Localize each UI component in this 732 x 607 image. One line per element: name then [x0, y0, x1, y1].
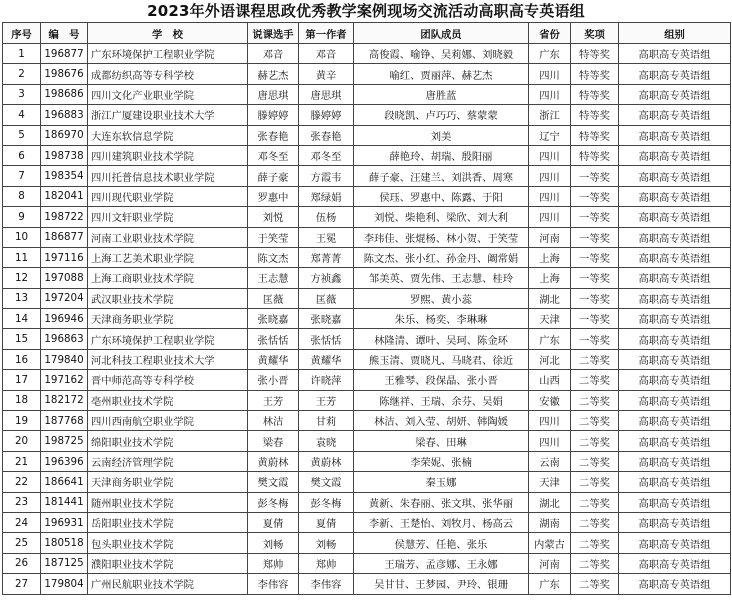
cell-presenter: 张春艳 [248, 125, 299, 145]
cell-index: 8 [3, 186, 41, 206]
cell-first-author: 樊文霞 [299, 472, 354, 492]
cell-province: 上海 [529, 268, 571, 288]
cell-group: 高职高专英语组 [619, 105, 731, 125]
cell-first-author: 夏倩 [299, 512, 354, 532]
cell-school: 四川文轩职业学院 [88, 207, 248, 227]
table-row [3, 390, 731, 410]
cell-index: 27 [3, 574, 41, 594]
cell-code: 182172 [41, 390, 88, 410]
cell-presenter: 梁春 [248, 431, 299, 451]
cell-presenter: 唐思琪 [248, 84, 299, 104]
cell-group: 高职高专英语组 [619, 370, 731, 390]
cell-first-author: 伍杨 [299, 207, 354, 227]
cell-team: 刘美 [354, 125, 529, 145]
table-row [3, 349, 731, 369]
cell-team: 秦玉娜 [354, 472, 529, 492]
cell-school: 大连东软信息学院 [88, 125, 248, 145]
table-body [3, 44, 731, 595]
cell-school: 上海工商职业技术学院 [88, 268, 248, 288]
cell-group: 高职高专英语组 [619, 574, 731, 594]
cell-group: 高职高专英语组 [619, 247, 731, 267]
cell-group: 高职高专英语组 [619, 390, 731, 410]
col-header-presenter: 说课选手 [248, 23, 299, 44]
cell-province: 河南 [529, 227, 571, 247]
cell-award: 二等奖 [571, 472, 619, 492]
cell-team: 林隆清、谭叶、吴珂、陈金环 [354, 329, 529, 349]
cell-award: 一等奖 [571, 309, 619, 329]
cell-award: 特等奖 [571, 105, 619, 125]
cell-presenter: 王芳 [248, 390, 299, 410]
cell-team: 吴甘甘、王梦园、尹玲、银珊 [354, 574, 529, 594]
cell-school: 河北科技工程职业技术大学 [88, 349, 248, 369]
cell-group: 高职高专英语组 [619, 44, 731, 64]
cell-team: 喻红、贾丽萍、赫艺杰 [354, 64, 529, 84]
cell-presenter: 彭冬梅 [248, 492, 299, 512]
cell-first-author: 王冕 [299, 227, 354, 247]
cell-code: 198354 [41, 166, 88, 186]
cell-award: 二等奖 [571, 533, 619, 553]
cell-award: 二等奖 [571, 451, 619, 471]
cell-presenter: 黄蔚林 [248, 451, 299, 471]
cell-index: 6 [3, 145, 41, 165]
cell-award: 二等奖 [571, 349, 619, 369]
col-header-province: 省份 [529, 23, 571, 44]
cell-province: 浙江 [529, 105, 571, 125]
cell-first-author: 甘莉 [299, 411, 354, 431]
cell-group: 高职高专英语组 [619, 431, 731, 451]
cell-team: 邹美英、贾先伟、王志慧、桂玲 [354, 268, 529, 288]
awards-table [2, 22, 731, 595]
cell-team: 唐胜蓝 [354, 84, 529, 104]
cell-code: 186970 [41, 125, 88, 145]
cell-index: 22 [3, 472, 41, 492]
cell-first-author: 方霞韦 [299, 166, 354, 186]
cell-index: 13 [3, 288, 41, 308]
cell-presenter: 邓冬至 [248, 145, 299, 165]
cell-group: 高职高专英语组 [619, 533, 731, 553]
cell-province: 云南 [529, 451, 571, 471]
cell-award: 一等奖 [571, 227, 619, 247]
cell-first-author: 张春艳 [299, 125, 354, 145]
cell-first-author: 黄辛 [299, 64, 354, 84]
cell-province: 四川 [529, 145, 571, 165]
cell-first-author: 黄蔚林 [299, 451, 354, 471]
cell-school: 云南经济管理学院 [88, 451, 248, 471]
cell-province: 四川 [529, 411, 571, 431]
cell-presenter: 樊文霞 [248, 472, 299, 492]
cell-code: 198738 [41, 145, 88, 165]
cell-presenter: 刘悦 [248, 207, 299, 227]
cell-code: 196863 [41, 329, 88, 349]
cell-group: 高职高专英语组 [619, 349, 731, 369]
cell-code: 197162 [41, 370, 88, 390]
cell-team: 熊玉清、贾晓凡、马晓君、徐近 [354, 349, 529, 369]
cell-province: 河南 [529, 553, 571, 573]
cell-group: 高职高专英语组 [619, 145, 731, 165]
cell-group: 高职高专英语组 [619, 125, 731, 145]
cell-school: 天津商务职业学院 [88, 472, 248, 492]
cell-code: 186641 [41, 472, 88, 492]
cell-province: 广东 [529, 44, 571, 64]
cell-province: 安徽 [529, 390, 571, 410]
table-row [3, 288, 731, 308]
cell-award: 二等奖 [571, 492, 619, 512]
cell-province: 天津 [529, 309, 571, 329]
cell-presenter: 陈文杰 [248, 247, 299, 267]
cell-index: 16 [3, 349, 41, 369]
cell-award: 二等奖 [571, 390, 619, 410]
cell-team: 陈文杰、张小红、孙金丹、阚常娟 [354, 247, 529, 267]
cell-index: 14 [3, 309, 41, 329]
page-title: 2023年外语课程思政优秀教学案例现场交流活动高职高专英语组 [147, 2, 585, 20]
table-row [3, 247, 731, 267]
cell-group: 高职高专英语组 [619, 451, 731, 471]
cell-index: 9 [3, 207, 41, 227]
cell-index: 2 [3, 64, 41, 84]
cell-award: 一等奖 [571, 329, 619, 349]
cell-index: 17 [3, 370, 41, 390]
table-row [3, 84, 731, 104]
cell-code: 198676 [41, 64, 88, 84]
col-header-first-author: 第一作者 [299, 23, 354, 44]
cell-team: 李新、王楚怡、刘牧月、杨高云 [354, 512, 529, 532]
cell-index: 5 [3, 125, 41, 145]
col-header-group: 组别 [619, 23, 731, 44]
cell-province: 河北 [529, 349, 571, 369]
cell-group: 高职高专英语组 [619, 207, 731, 227]
cell-school: 浙江广厦建设职业技术大学 [88, 105, 248, 125]
table-row [3, 492, 731, 512]
cell-province: 广东 [529, 574, 571, 594]
table-row [3, 472, 731, 492]
cell-index: 4 [3, 105, 41, 125]
cell-award: 一等奖 [571, 288, 619, 308]
cell-presenter: 夏倩 [248, 512, 299, 532]
table-header-row [3, 23, 731, 44]
table-row [3, 44, 731, 64]
cell-team: 林洁、刘入莹、胡妍、韩陶媛 [354, 411, 529, 431]
cell-team: 陈继祥、王瑞、余芬、吴娟 [354, 390, 529, 410]
cell-code: 187125 [41, 553, 88, 573]
cell-presenter: 张小晋 [248, 370, 299, 390]
cell-school: 广州民航职业技术学院 [88, 574, 248, 594]
cell-school: 岳阳职业技术学院 [88, 512, 248, 532]
cell-code: 197116 [41, 247, 88, 267]
table-row [3, 411, 731, 431]
cell-first-author: 黄耀华 [299, 349, 354, 369]
cell-index: 21 [3, 451, 41, 471]
cell-first-author: 邓冬至 [299, 145, 354, 165]
cell-award: 一等奖 [571, 268, 619, 288]
cell-award: 二等奖 [571, 553, 619, 573]
cell-school: 包头职业技术学院 [88, 533, 248, 553]
cell-code: 180518 [41, 533, 88, 553]
cell-school: 亳州职业技术学院 [88, 390, 248, 410]
cell-team: 刘悦、柴艳利、梁欣、刘大利 [354, 207, 529, 227]
cell-school: 四川文化产业职业学院 [88, 84, 248, 104]
cell-first-author: 刘畅 [299, 533, 354, 553]
cell-first-author: 王芳 [299, 390, 354, 410]
cell-province: 天津 [529, 472, 571, 492]
cell-presenter: 邓音 [248, 44, 299, 64]
cell-award: 二等奖 [571, 574, 619, 594]
cell-team: 段晓凯、卢巧巧、蔡蒙蒙 [354, 105, 529, 125]
cell-team: 侯珏、罗惠中、陈露、于阳 [354, 186, 529, 206]
cell-index: 15 [3, 329, 41, 349]
cell-group: 高职高专英语组 [619, 411, 731, 431]
col-header-index: 序号 [3, 23, 41, 44]
cell-group: 高职高专英语组 [619, 166, 731, 186]
cell-presenter: 薛子豪 [248, 166, 299, 186]
cell-presenter: 于笑莹 [248, 227, 299, 247]
cell-award: 二等奖 [571, 512, 619, 532]
cell-school: 上海工艺美术职业学院 [88, 247, 248, 267]
cell-code: 196946 [41, 309, 88, 329]
cell-first-author: 郑帅 [299, 553, 354, 573]
cell-first-author: 李伟容 [299, 574, 354, 594]
cell-first-author: 滕婷婷 [299, 105, 354, 125]
cell-group: 高职高专英语组 [619, 288, 731, 308]
table-row [3, 533, 731, 553]
table-row [3, 64, 731, 84]
cell-code: 179804 [41, 574, 88, 594]
cell-province: 四川 [529, 64, 571, 84]
table-row [3, 574, 731, 594]
col-header-school: 学 校 [88, 23, 248, 44]
cell-first-author: 匡薇 [299, 288, 354, 308]
cell-group: 高职高专英语组 [619, 309, 731, 329]
cell-presenter: 罗惠中 [248, 186, 299, 206]
cell-province: 四川 [529, 84, 571, 104]
cell-code: 198725 [41, 431, 88, 451]
cell-team: 李荣妮、张楠 [354, 451, 529, 471]
cell-code: 196396 [41, 451, 88, 471]
table-row [3, 512, 731, 532]
cell-province: 广东 [529, 329, 571, 349]
cell-team: 薛子豪、汪建兰、刘洪香、周寒 [354, 166, 529, 186]
cell-award: 特等奖 [571, 64, 619, 84]
cell-team: 梁春、田琳 [354, 431, 529, 451]
cell-province: 四川 [529, 186, 571, 206]
cell-group: 高职高专英语组 [619, 227, 731, 247]
cell-code: 181441 [41, 492, 88, 512]
cell-code: 187768 [41, 411, 88, 431]
cell-school: 成都纺织高等专科学校 [88, 64, 248, 84]
table-row [3, 207, 731, 227]
cell-presenter: 匡薇 [248, 288, 299, 308]
table-row [3, 268, 731, 288]
cell-index: 18 [3, 390, 41, 410]
cell-code: 196883 [41, 105, 88, 125]
table-row [3, 145, 731, 165]
cell-index: 7 [3, 166, 41, 186]
cell-index: 26 [3, 553, 41, 573]
cell-presenter: 刘畅 [248, 533, 299, 553]
table-row [3, 431, 731, 451]
cell-code: 196931 [41, 512, 88, 532]
cell-school: 广东环境保护工程职业学院 [88, 44, 248, 64]
cell-team: 朱乐、杨奕、李琳琳 [354, 309, 529, 329]
cell-team: 薛艳玲、胡瑞、殷阳丽 [354, 145, 529, 165]
cell-team: 罗熙、黄小蕊 [354, 288, 529, 308]
cell-first-author: 方祯鑫 [299, 268, 354, 288]
cell-presenter: 郑帅 [248, 553, 299, 573]
cell-index: 3 [3, 84, 41, 104]
table-row [3, 370, 731, 390]
cell-group: 高职高专英语组 [619, 553, 731, 573]
table-row [3, 309, 731, 329]
cell-province: 湖北 [529, 492, 571, 512]
cell-team: 侯慧芳、任艳、张乐 [354, 533, 529, 553]
cell-index: 25 [3, 533, 41, 553]
cell-index: 20 [3, 431, 41, 451]
cell-first-author: 郑菁菁 [299, 247, 354, 267]
cell-group: 高职高专英语组 [619, 329, 731, 349]
cell-code: 198722 [41, 207, 88, 227]
cell-group: 高职高专英语组 [619, 186, 731, 206]
cell-team: 王瑞芳、孟彦娜、王永娜 [354, 553, 529, 573]
cell-province: 四川 [529, 431, 571, 451]
cell-award: 二等奖 [571, 431, 619, 451]
cell-group: 高职高专英语组 [619, 84, 731, 104]
cell-index: 10 [3, 227, 41, 247]
cell-award: 一等奖 [571, 166, 619, 186]
cell-award: 特等奖 [571, 44, 619, 64]
cell-group: 高职高专英语组 [619, 472, 731, 492]
table-row [3, 105, 731, 125]
col-header-code: 编 号 [41, 23, 88, 44]
cell-presenter: 王志慧 [248, 268, 299, 288]
cell-school: 河南工业职业技术学院 [88, 227, 248, 247]
cell-presenter: 滕婷婷 [248, 105, 299, 125]
cell-first-author: 袁晓 [299, 431, 354, 451]
cell-award: 特等奖 [571, 125, 619, 145]
cell-group: 高职高专英语组 [619, 268, 731, 288]
cell-school: 四川现代职业学院 [88, 186, 248, 206]
cell-first-author: 彭冬梅 [299, 492, 354, 512]
cell-code: 197204 [41, 288, 88, 308]
cell-group: 高职高专英语组 [619, 492, 731, 512]
cell-group: 高职高专英语组 [619, 64, 731, 84]
table-row [3, 125, 731, 145]
cell-school: 濮阳职业技术学院 [88, 553, 248, 573]
cell-school: 广东环境保护工程职业学院 [88, 329, 248, 349]
cell-award: 一等奖 [571, 247, 619, 267]
col-header-award: 奖项 [571, 23, 619, 44]
cell-school: 四川西南航空职业学院 [88, 411, 248, 431]
cell-index: 11 [3, 247, 41, 267]
cell-school: 武汉职业技术学院 [88, 288, 248, 308]
cell-index: 19 [3, 411, 41, 431]
cell-province: 上海 [529, 247, 571, 267]
cell-index: 1 [3, 44, 41, 64]
cell-province: 辽宁 [529, 125, 571, 145]
cell-team: 黄新、朱春丽、张文琪、张华丽 [354, 492, 529, 512]
table-row [3, 451, 731, 471]
cell-team: 王雅琴、段保晶、张小晋 [354, 370, 529, 390]
cell-award: 特等奖 [571, 84, 619, 104]
cell-province: 山西 [529, 370, 571, 390]
cell-first-author: 张晓嘉 [299, 309, 354, 329]
cell-award: 一等奖 [571, 186, 619, 206]
cell-award: 特等奖 [571, 145, 619, 165]
table-row [3, 186, 731, 206]
cell-award: 二等奖 [571, 411, 619, 431]
cell-first-author: 邓音 [299, 44, 354, 64]
cell-school: 四川托普信息技术职业学院 [88, 166, 248, 186]
table-row [3, 553, 731, 573]
cell-award: 二等奖 [571, 370, 619, 390]
cell-first-author: 郑绿娟 [299, 186, 354, 206]
cell-school: 天津商务职业学院 [88, 309, 248, 329]
table-row [3, 227, 731, 247]
cell-first-author: 许晓萍 [299, 370, 354, 390]
cell-code: 186877 [41, 227, 88, 247]
cell-index: 24 [3, 512, 41, 532]
cell-presenter: 林洁 [248, 411, 299, 431]
cell-code: 182041 [41, 186, 88, 206]
table-row [3, 329, 731, 349]
cell-school: 晋中师范高等专科学校 [88, 370, 248, 390]
cell-presenter: 赫艺杰 [248, 64, 299, 84]
cell-province: 内蒙古 [529, 533, 571, 553]
cell-code: 179840 [41, 349, 88, 369]
cell-school: 绵阳职业技术学院 [88, 431, 248, 451]
cell-team: 李玮佳、张焜杨、林小贺、于笑莹 [354, 227, 529, 247]
cell-first-author: 张恬恬 [299, 329, 354, 349]
cell-presenter: 黄耀华 [248, 349, 299, 369]
cell-presenter: 张晓嘉 [248, 309, 299, 329]
cell-group: 高职高专英语组 [619, 512, 731, 532]
cell-index: 12 [3, 268, 41, 288]
cell-province: 湖南 [529, 512, 571, 532]
cell-presenter: 李伟容 [248, 574, 299, 594]
cell-team: 高俊霞、喻铮、吴莉娜、刘晓毅 [354, 44, 529, 64]
cell-school: 四川建筑职业技术学院 [88, 145, 248, 165]
cell-province: 四川 [529, 207, 571, 227]
col-header-team: 团队成员 [354, 23, 529, 44]
cell-code: 197088 [41, 268, 88, 288]
cell-first-author: 唐思琪 [299, 84, 354, 104]
cell-school: 随州职业技术学院 [88, 492, 248, 512]
cell-province: 湖北 [529, 288, 571, 308]
cell-award: 一等奖 [571, 207, 619, 227]
table-row [3, 166, 731, 186]
cell-presenter: 张恬恬 [248, 329, 299, 349]
cell-index: 23 [3, 492, 41, 512]
cell-code: 196877 [41, 44, 88, 64]
cell-code: 198686 [41, 84, 88, 104]
cell-province: 四川 [529, 166, 571, 186]
